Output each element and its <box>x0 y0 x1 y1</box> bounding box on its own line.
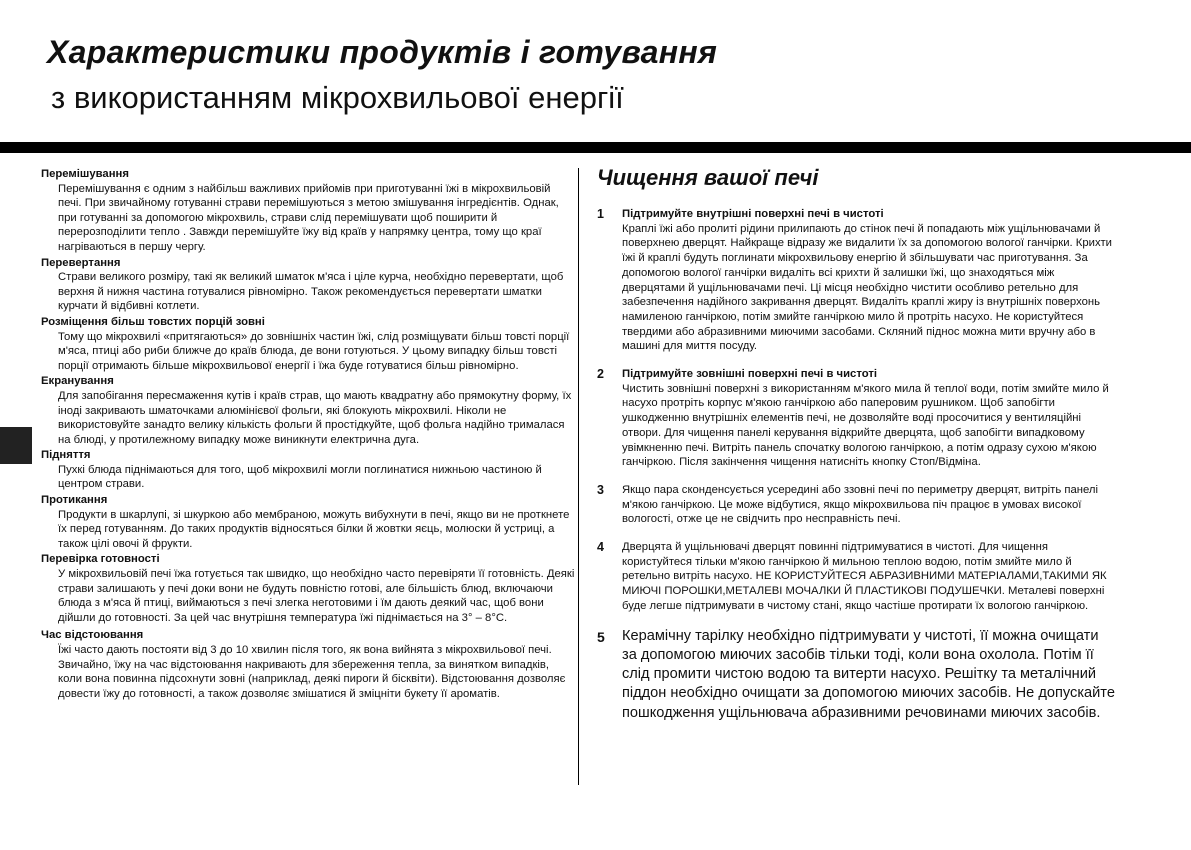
page-title: Характеристики продуктів і готування <box>47 34 718 70</box>
item-heading: Підтримуйте зовнішні поверхні печі в чистоті <box>622 368 877 381</box>
food-characteristics-column <box>41 167 576 702</box>
section-piercing <box>41 493 576 551</box>
section-heading: Екранування <box>41 375 114 388</box>
section-body: Для запобігання пересмаження кутів і країв страв, що мають квадратну або прямокутну форму, їх іноді закривають шматочками алюмінієвої фольги, які блокують мікрохвилі. Ніколи не використовуйте занадто велику кількість фольги й простідкуйте, щоб фольга надійно трималася на блюді, у протилежному випадку може виникнути електрична дуга. <box>58 389 572 446</box>
section-turning <box>41 256 576 314</box>
section-heading: Розміщення більш товстих порцій зовні <box>41 315 265 328</box>
side-tab-marker <box>0 427 32 464</box>
section-heading: Підняття <box>41 449 91 462</box>
cleaning-item <box>597 627 1117 723</box>
item-body: Краплі їжі або пролиті рідини прилипають до стінок печі й попадають між ущільнювачами й поверхнею дверцят. Найкраще відразу же видалити їх за допомогою вологої ганчірки. Крихти їжі й краплі будуть поглинати мікрохвильову енергію й збільшувати час приготування. За допомогою вологої ганчірки видаліть всі крихти й залишки їжі, що знаходяться між дверцятами й ущільнювачами печі. Ці місця необхідно чистити особливо ретельно для забезпечення надійного закривання дверцят. Видаліть краплі жиру із внутрішніх поверхонь намиленою ганчіркою, потім змийте ганчіркою мило й протріть насухо. Не користуйтеся твердими або абразивними миючими засобами. Скляний піднос можна мити вручну або в машині для миття посуду. <box>622 222 1112 353</box>
item-number: 2 <box>597 367 604 382</box>
cleaning-title: Чищення вашої печі <box>597 165 819 190</box>
page-subtitle: з використанням мікрохвильової енергії <box>51 80 624 115</box>
item-number: 4 <box>597 540 604 555</box>
item-heading: Підтримуйте внутрішні поверхні печі в чистоті <box>622 208 884 220</box>
section-heading: Перевірка готовності <box>41 553 160 566</box>
item-body: Чистить зовнішні поверхні з використанням м'якого мила й теплої води, потім змийте мило й насухо протріть корпус м'якою ганчіркою або паперовим рушником. Щоб запобігти ушкодженню внутрішніх елементів печі, не дозволяйте воді просочитися у вентиляційні отвори. Для чищення панелі керування відкрийте дверцята, щоб запобігти випадковому увімкненню печі. Витріть панель спочатку вологою ганчіркою, а потім одразу сухою м'якою ганчіркою. Після закінчення чищення натисніть кнопку Стоп/Відміна. <box>622 382 1109 469</box>
section-heading: Час відстоювання <box>41 629 144 642</box>
item-body: Якщо пара сконденсується усередині або ззовні печі по периметру дверцят, витріть панелі м'якою ганчіркою. Це може відбутися, якщо мікрохвильова піч працює в умовах високої вологості, отже це не свідчить про несправність печі. <box>622 483 1099 526</box>
section-body: Продукти в шкарлупі, зі шкуркою або мембраною, можуть вибухнути в печі, якщо ви не проткнете їх перед готуванням. До таких продуктів відносяться білки й жовтки яєць, молюски й устриці, а також цілі овочі й фрукти. <box>58 508 570 550</box>
section-stirring <box>41 167 576 255</box>
section-standing-time <box>41 628 576 701</box>
section-heading: Перемішування <box>41 168 129 180</box>
column-divider <box>578 168 579 785</box>
section-shielding <box>41 374 576 447</box>
item-number: 5 <box>597 628 605 645</box>
cleaning-item <box>597 367 1117 470</box>
section-body: Тому що мікрохвилі «притягаються» до зовнішніх частин їжі, слід розміщувати більш товсті порції м'яса, птиці або риби ближче до країв блюда, де вони готуються. У цьому випадку більш товсті порції отримають більше мікрохвильової енергії і їжа буде готуватися більш рівномірно. <box>58 330 570 372</box>
cleaning-item <box>597 483 1117 527</box>
section-thick-portions <box>41 315 576 373</box>
cleaning-item <box>597 207 1117 354</box>
item-body: Дверцята й ущільнювачі дверцят повинні підтримуватися в чистоті. Для чищення користуйтеся тільки м'якою ганчіркою й мильною теплою водою, потім змийте мило й ретельно витріть насухо. НЕ КОРИСТУЙТЕСЯ АБРАЗИВНИМИ МАТЕРІАЛАМИ,ТАКИМИ ЯК МИЮЧІ ПОРОШКИ,МЕТАЛЕВІ МОЧАЛКИ Й ПЛАСТИКОВІ ПОДУШЕЧКИ. Металеві поверхні буде легше підтримувати в чистому стані, якщо частіше протирати їх вологою ганчіркою. <box>622 541 1107 612</box>
section-body: Їжі часто дають постояти від 3 до 10 хвилин після того, як вона вийнята з мікрохвильової печі. Звичайно, їжу на час відстоювання накривають для збереження тепла, за винятком випадків, коли вона повинна підсохнути зовні (наприклад, деякі пироги й бісквіти). Відстоювання дозволяє довести їжу до готовності, а також дозволяє змішатися й зміцніти букету її ароматів. <box>58 644 566 700</box>
section-elevating <box>41 448 576 492</box>
section-heading: Перевертання <box>41 256 121 269</box>
cleaning-item <box>597 540 1117 614</box>
item-body: Керамічну тарілку необхідно підтримувати у чистоті, її можна очищати за допомогою миючих засобів тільки тоді, коли вона охолола. Потім її слід промити чистою водою та витерти насухо. Решітку та металічний піддон необхідно очищати за допомогою миючих засобів. Не допускайте пошкодження ущільнювача абразивними речовинами миючих засобів. <box>622 627 1115 721</box>
item-number: 3 <box>597 482 604 497</box>
section-body: Пухкі блюда піднімаються для того, щоб мікрохвилі могли поглинатися нижньою частиною й центром страви. <box>58 463 542 491</box>
oven-cleaning-column <box>597 165 1117 736</box>
header-rule <box>0 142 1191 153</box>
section-body: Перемішування є одним з найбільш важливих прийомів при приготуванні їжі в мікрохвильовій печі. При звичайному готуванні страви перемішуються з метою змішування інгредієнтів. Однак, при готуванні за допомогою мікрохвиль, страви слід перемішувати щоб поширити й перерозподілити тепло . Завжди перемішуйте їжу від країв у напрямку центра, тому що краї нагріваються в першу чергу. <box>58 182 559 253</box>
section-body: У мікрохвильовій печі їжа готується так швидко, що необхідно часто перевіряти її готовність. Деякі страви залишають у печі доки вони не будуть повністю готові, але більшість блюд, включаючи блюда з м'яса й птиці, виймаються з печі злегка неготовими і їм дають деякий час, щоб вони дійшли до готовності. За цей час внутрішня температура їжі піднімається на 3° – 8°С. <box>58 568 575 624</box>
section-body: Страви великого розміру, такі як великий шматок м'яса і ціле курча, необхідно перевертати, щоб верхня й нижня частина готувалися рівномірно. Також рекомендується перевертати шматки курчати й відбивні котлети. <box>58 271 564 313</box>
section-heading: Протикання <box>41 494 108 507</box>
item-number: 1 <box>597 207 604 221</box>
section-doneness-check <box>41 552 576 625</box>
